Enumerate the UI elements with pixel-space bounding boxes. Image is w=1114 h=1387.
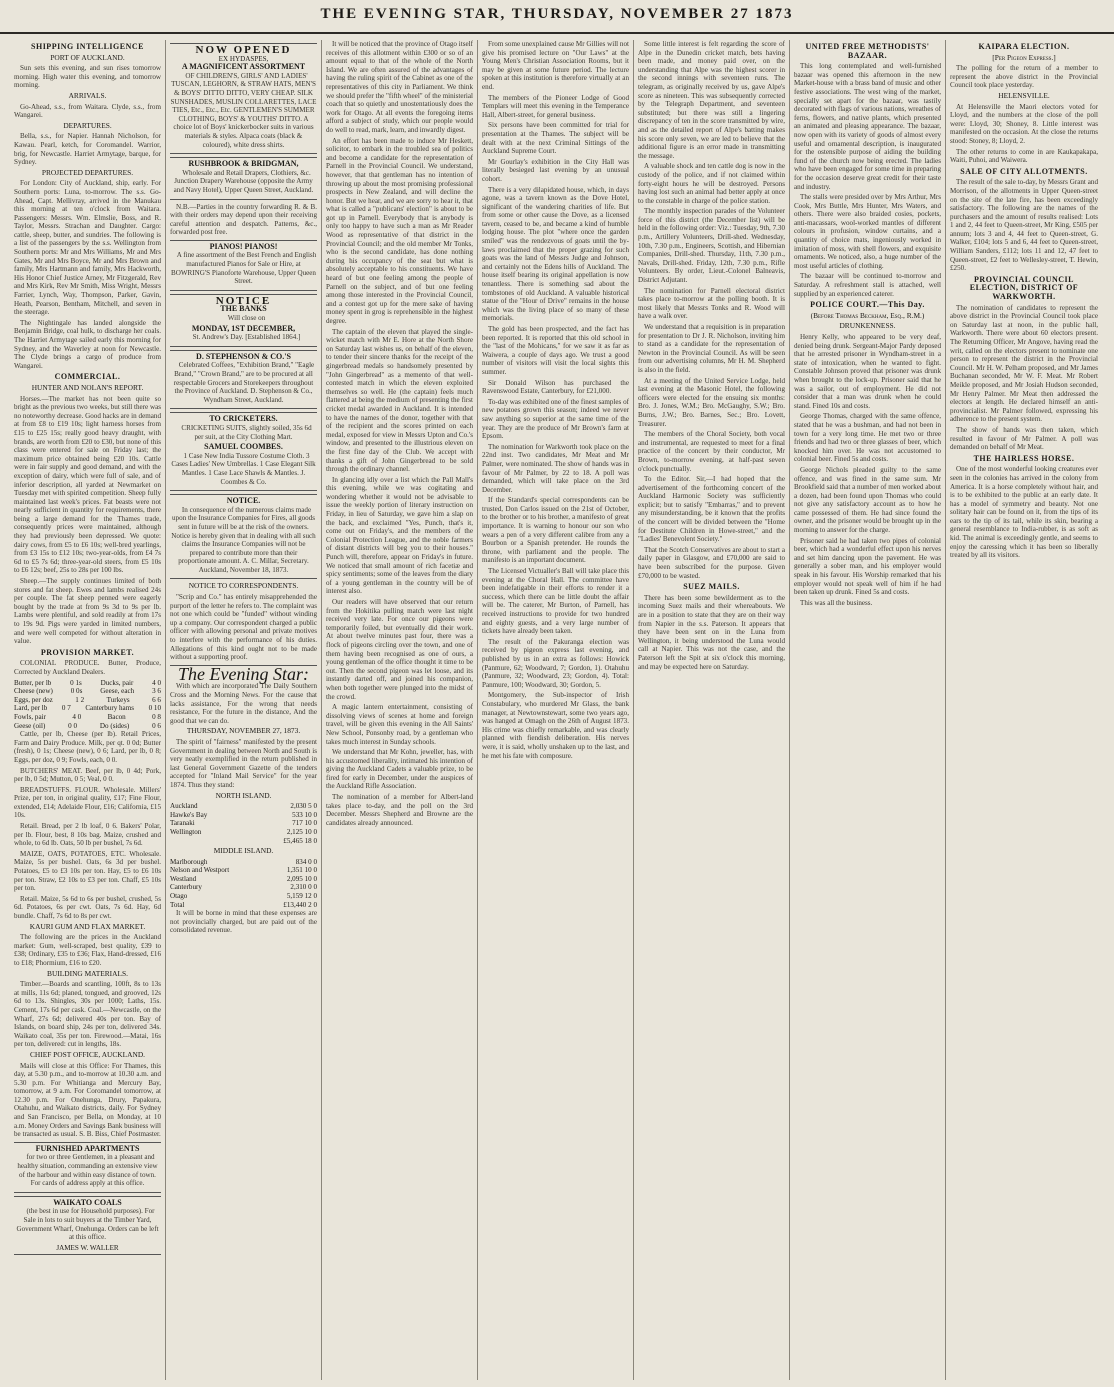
mail-table-row: Westland 2,095 10 0 — [170, 874, 317, 883]
ad-title: FURNISHED APARTMENTS — [35, 1143, 140, 1153]
body-text: The monthly inspection parades of the Volunteer force of this district (the December list) will be held in the following order: Viz.: Tuesday, 9th, 7.30 p.m., Artillery Volunteers, Drill-shed. Wednesday, 10th, 7.30 p.m., Engineers, Scottish, and Hibernian Companies, Drill-shed. Thursday, 11th, 7.30 p.m., Navals, Drill-shed. Friday, 12th, 7.30 p.m., Rifle Volunteers. By order, Lieut.-Colonel Balneavis, District Adjutant. — [638, 207, 785, 285]
arrivals-heading: ARRIVALS. — [68, 90, 107, 100]
dateline: THURSDAY, NOVEMBER 27, 1873. — [186, 726, 301, 736]
ad-subtitle: THE BANKS — [220, 304, 267, 314]
column-4 — [478, 40, 634, 1380]
body-text: Timber.—Boards and scantling, 100ft, 8s to 13s at mills, 11s 6d; planed, tongued, and grooved, 12s 6d to 13s. Shingles, 30s per 1000; Laths, 15s. Cement, 17s 6d per cask. Coal.—Newcastle, on the Wharf, 27s 6d; delivered 40s per ton. Bay of Islands, on board ship, 24s per ton, delivered 34s. Waikato coal, 35s per ton. Firewood.—Matai, 16s per ton, delivered: cut in lengths, 18s. — [14, 980, 161, 1049]
body-text: The nomination for Warkworth took place on the 22nd inst. Two candidates, Mr Meat and Mr Palmer, were nominated. The show of hands was in favour of Mr Palmer, by 22 to 18. A poll was demanded, which will take place on the 3rd December. — [482, 442, 629, 494]
ad-text: St. Andrew's Day. [Established 1864.] — [192, 333, 301, 342]
body-text: Some little interest is felt regarding the score of Alpe in the Dunedin cricket match, bets having been made, and money paid over, on the understanding that Alpe was the highest scorer in the second innings with seventeen runs. The telegram, as originally received by us, gave Alpe's score as nineteen. This was subsequently corrected by the Telegraph Department, and seventeen substituted; but there was still a lingering discrepancy of ten in the score transmitted by wire, and as the detailed report of Alpe's batting makes his score only seven, we are led to believe that the additional figure is an error made in transmitting the message. — [638, 40, 785, 160]
column-6 — [790, 40, 946, 1380]
ad-title: WAIKATO COALS — [53, 1197, 122, 1207]
body-text: Retail. Maize, 5s 6d to 6s per bushel, crushed, 5s 6d. Potatoes, 6s per cwt. Oats, 7s 6d. Hay, 6d bundle. Chaff, 7s 6d to 8s per cwt. — [14, 894, 161, 920]
ad-subtitle: EX HYDASPES, — [218, 54, 269, 63]
ad-signature: JAMES W. WALLER — [56, 1243, 119, 1252]
body-text: It will be borne in mind that these expenses are not provincially charged, but are paid out of the consolidated revenue. — [170, 909, 317, 935]
kauri-gum-heading: KAURI GUM AND FLAX MARKET. — [29, 921, 146, 931]
ad-text: Will close on — [227, 314, 266, 323]
body-text: A valuable shock and ten cattle dog is now in the custody of the police, and if not claimed within forty-eight hours he will be destroyed. Persons having lost such an animal had better apply at once to the constable in charge of the police station. — [638, 162, 785, 205]
shipping-heading: SHIPPING INTELLIGENCE — [31, 42, 144, 51]
body-text: For London: City of Auckland, ship, early. For Southern ports: Luna, to-morrow. The s.s. Go-Ahead, Capt. Mellivray, arrived in the Manukau this morning at ten o'clock from Waitara. Passengers: Messrs. Wm. Elmslie, Boss, and R. Taylor, Messrs. Strachan and Daughter. Cargo: cattle, sheep, butter, and sundries. The following is a list of the passengers by the s.s. Wellington from Southern ports: Mr and Mrs Williams, Mr and Mrs Gates, Mr and Mrs Boyce, Mr and Mrs Brown and family, Mrs Hartmann and family, Mrs Hackworth, His Honor Chief Justice Arney, Mr Fitzgerald, Rev and Mrs Kirk, Rev Mr Smith, Miss Wright, Messrs Farrier, Lynch, Way, Thompson, Parker, Gavin, Heath, Pearson, Bentham, Mitchell, and seven in the steerage. — [14, 179, 161, 317]
ad-title: D. STEPHENSON & CO.'S — [196, 351, 291, 361]
ad-text: 1 Case New India Tussore Costume Cloth. 3 Cases Ladies' New Umbrellas. 1 Case Elegant Silk Mantles. 1 Case Lace Shawls & Mantles. J. Coombes & Co. — [171, 451, 316, 486]
ad-title: NOTICE. — [226, 496, 261, 506]
body-text: Prisoner said he had taken two pipes of colonial beer, which had a wonderful effect upon his nerves and set him dancing upon the pavement. He was generally a sober man, and his employer would speak in his favour. His Worship remarked that his employer would not speak well of him if he had been taken up drunk. Fined 5s and costs. — [794, 536, 941, 597]
body-text: Go-Ahead, s.s., from Waitara. Clyde, s.s., from Wangarei. — [14, 102, 161, 120]
body-text: Mr Gourlay's exhibition in the City Hall was literally besieged last evening by an unusual cohort. — [482, 157, 629, 183]
price-row: Butter, per lb 0 1s Ducks, pair 4 0 — [14, 678, 161, 687]
bazaar-heading: UNITED FREE METHODISTS' BAZAAR. — [805, 42, 930, 60]
body-text: The following are the prices in the Auckland market: Gum, well-scraped, best quality, £39 to £38; Ordinary, £35 to £36; Flax, Hand-dressed, £16 to £18; Phormium, £16 to £20. — [14, 933, 161, 967]
body-text: The nomination of a member for Albert-land takes place to-day, and the poll on the 3rd December. Messrs Shepherd and Browne are the candidates already announced. — [326, 793, 473, 827]
body-text: George Thomas, charged with the same offence, stated that he was a bushman, and had not been in town for a very long time. He met two or three friends and had two or three glasses of beer, which knocked him over. He was not accustomed to colonial beer. Fined 5s and costs. — [794, 412, 941, 464]
body-text: One of the most wonderful looking creatures ever seen in the colonies has arrived in the colony from America. It is a horse completely without hair, and is to be exhibited to the public at an early date. It has a model of symmetry and beauty. Not one solitary hair can be found on it, from the tips of its ears to the tip of its tail, while its skin, bearing a general resemblance to India-rubber, is as soft as kid. The animal is exceedingly gentle, and seems to enjoy the caressing which it has been so liberally treated by all its visitors. — [950, 465, 1098, 560]
masthead-title: THE EVENING STAR, THURSDAY, NOVEMBER 27 1873 — [320, 6, 794, 22]
price-row: Eggs, per doz 1 2 Turkeys 6 6 — [14, 695, 161, 704]
body-text: BUTCHERS' MEAT. Beef, per lb, 0 4d; Pork, per lb, 0 5d; Mutton, 0 5; Veal, 0 0. — [14, 766, 161, 784]
body-text: The nomination for Parnell electoral district takes place to-morrow at the polling booth. It is most likely that Messrs Tonks and R. Wood will have a walk over. — [638, 286, 785, 321]
ad-title: NOTICE — [215, 294, 272, 307]
body-text: N.B.—Parties in the country forwarding R. & B. with their orders may depend upon their receiving careful attention and despatch. Patterns, &c., forwarded post free. — [170, 202, 317, 237]
body-text: Sun sets this evening, and sun rises tomorrow morning. High water this evening, and tomorrow morning. — [14, 64, 161, 90]
ad-text: In consequence of the numerous claims made upon the Insurance Companies for Fires, all goods sent in future will be at the risk of the owners. Notice is hereby given that in dealing with all such claims the Insurance Companies will not be prepared to contribute more than their proportionate amount. A. C. Millar, Secretary. Auckland, November 18, 1873. — [171, 505, 316, 574]
column-2 — [166, 40, 322, 1380]
stephenson-ad — [170, 350, 317, 410]
helensville-heading: HELENSVILLE. — [998, 90, 1050, 100]
body-text: The other returns to come in are Kaukapakapa, Waiti, Puhoi, and Waiwera. — [950, 147, 1098, 165]
body-text: We understand that a requisition is in preparation for presentation to Dr J. R. Nicholson, inviting him to stand as a candidate for the representation of Newton in the Provincial Council. As will be seen from our advertising columns, Mr H. M. Shepherd is also in the field. — [638, 323, 785, 374]
report-heading: HUNTER AND NOLAN'S REPORT. — [31, 382, 144, 392]
projected-departures-heading: PROJECTED DEPARTURES. — [41, 167, 134, 177]
body-text: The polling for the return of a member to represent the above district in the Provincial Council took place yesterday. — [950, 64, 1098, 90]
kaipara-heading: KAIPARA ELECTION. — [978, 42, 1070, 51]
body-text: We understand that Mr Kohn, jeweller, has, with his accustomed liberality, intimated his intention of giving the Auckland Cadets a valuable prize, to be fired for early in December, under the auspices of the Auckland Rifle Association. — [326, 748, 473, 791]
port-heading: PORT OF AUCKLAND. — [50, 52, 125, 62]
departures-heading: DEPARTURES. — [63, 120, 112, 130]
ad-text: Wholesale and Retail Drapers, Clothiers, &c. Junction Drapery Warehouse (opposite the Army and Navy Hotel), Upper Queen Street, Auckland. — [173, 168, 314, 194]
body-text: Mails will close at this Office: For Thames, this day, at 5.30 p.m., and to-morrow at 10.30 a.m. and 5.30 p.m. For Whitianga and Mercury Bay, tomorrow, at 9 a.m. For Coromandel tomorrow, at 12.30 p.m. For Onehunga, Drury, Papakura, Otahuhu, and Waikato districts, daily. For Sydney and San Francisco, per Bella, on Monday, at 10 a.m. Money Orders and Savings Bank business will be transacted as usual. S. B. Biss, Chief Postmaster. — [14, 1061, 161, 1139]
post-office-heading: CHIEF POST OFFICE, AUCKLAND. — [29, 1049, 146, 1059]
ad-text: A fine assortment of the Best French and English manufactured Pianos for Sale or Hire, at BOWRING'S Pianoforte Warehouse, Upper Queen Street. — [171, 251, 317, 286]
body-text: The gold has been prospected, and the fact has been reported. It is reported that this old school in the "last of the Mohicans," for we saw it as far as Waiwera, a couple of days ago. We trust a good number of visitors will visit the local sights this summer. — [482, 325, 629, 376]
mail-table-row: Marlborough 834 0 0 — [170, 857, 317, 866]
furnished-apartments-ad — [14, 1142, 161, 1193]
ad-text: Celebrated Coffees, "Exhibition Brand," "Eagle Brand," "Crown Brand," are to be procured at all respectable Grocers and Storekeepers throughout the Province of Auckland. D. Stephenson & Co., Wyndham Street, Auckland. — [173, 361, 315, 404]
pianos-ad — [170, 240, 317, 291]
body-text: The Licensed Victualler's Ball will take place this evening at the Choral Hall. The committee have been indefatigable in their efforts to render it a success, which there can be little doubt the affair will be. The caterer, Mr Burton, of Parnell, has received instructions to provide for two hundred and eighty guests, and a very large number of tickets have already been taken. — [482, 567, 629, 636]
ad-text: for two or three Gentlemen, in a pleasant and healthy situation, commanding an extensive view of the harbour and within easy distance of town. For cards of address apply at this office. — [17, 1153, 158, 1188]
magistrate-line: (Before Thomas Beckham, Esq., R.M.) — [810, 310, 925, 320]
hairless-horse-heading: THE HAIRLESS HORSE. — [973, 453, 1075, 463]
mail-table-row: Hawke's Bay 533 10 0 — [170, 810, 317, 819]
ad-title: TO CRICKETERS. — [209, 414, 278, 424]
rushbrook-ad — [170, 157, 317, 199]
body-text: The show of hands was then taken, which resulted in favour of Mr Palmer. A poll was demanded on behalf of Mr Meat. — [950, 425, 1098, 452]
body-text: Sheep.—The supply continues limited of both stores and fat sheep. Ewes and lambs realised 24s per couple. The fat sheep penned were eagerly bought by the trade at from 9s 3d to 9s per lb. Lambs were plentiful, and sold readily at from 17s to 19s 9d. Pigs were yarded in limited numbers, and were well competed for without alteration in value. — [14, 577, 161, 646]
ad-text: CRICKETING SUITS, slightly soiled, 35s 6d per suit, at the City Clothing Mart. — [181, 423, 312, 441]
body-text: Sir Donald Wilson has purchased the Ravenswood Estate, Canterbury, for £21,000. — [482, 378, 629, 396]
body-text: Montgomery, the Sub-inspector of Irish Constabulary, who murdered Mr Glass, the bank manager, at Newtownstewart, some two years ago, was hanged at Omagh on the 26th of August 1873. His crime was chiefly remarkable, and was clearly planned with fiendish deliberation. His nerves were, it is said, wholly unshaken up to the last, and he met his fate with composure. — [482, 691, 629, 760]
body-text: That the Scotch Conservatives are about to start a daily paper in Glasgow, and £70,000 are said to have been subscribed for the purpose. Given £70,000 to be wasted. — [638, 545, 785, 580]
mail-table-row: Wellington 2,125 10 0 — [170, 827, 317, 836]
notice-ad — [170, 494, 317, 579]
body-text: Our readers will have observed that our return from the Hokitika pulling match were last night received very late. For once our pigeons were temporarily foiled, but eventually did their work. At about twelve minutes past four, there was a flock of pigeons circling over the town, and one of them having been recognised as one of ours, a young gentleman of the office thought it time to be out. Then the second pigeon was let loose, and its instantly darted off, and joined his companion, when both together were plunged into the midst of the crowd. — [326, 598, 473, 701]
middle-island-heading: MIDDLE ISLAND. — [213, 846, 274, 856]
body-text: The captain of the eleven that played the single-wicket match with Mr E. Hore at the North Shore on Saturday last wishes us, on behalf of the eleven, to tender their sincere thanks for the receipt of the gingerbread medals so handsomely presented by "John Gingerbread" as a memento of that well-contested match in which the eleven exploited themselves so well. He (the captain) feels much flattered at being the medium of presenting the first cricket medal awarded in Auckland. It is intended to have the names of the donor, together with that of the recipient and the scores printed on each medal, exposed for view in Messrs Upton and Co.'s window, and presented to the illustrious eleven on the first fine day of the Club. We accept with thanks a gift of John Gingerbread to be sold through the ordinary channel. — [326, 327, 473, 474]
ad-line: SAMUEL COOMBES. — [204, 442, 283, 452]
paper-nameplate: The Evening Star: — [178, 663, 309, 684]
body-text: Horses.—The market has not been quite so bright as the previous two weeks, but still there was no noteworthy decrease. Good hacks are in demand at from £8 to £19 10s; light harness horses from £15 to £25 15s; really good heavy draught, with brands, are worth from £20 to £30, but none of this class were entered for sale on Friday last; the maximum price obtained being £20 10s. Cattle were in fair supply and good demand, and with the exception of dairy, which were full of sale, and of inferior description, all yarded at Newmarket on Tuesday met with spirited competition. Sheep fully maintained last week's prices. Fat beasts were not nearly sufficient in quantity for requirements, there being a large demand for the Thames trade, consequently prices were maintained, although they had previously been depressed. We quote: dairy cows, from £5 to £6 10s; well-bred yearlings, from £3 15s to £12 10s; two-year-olds, from £4 7s 6d to £5 7s 6d; three-year-old steers, from £5 10s to £6 12s; beef, 25s to 28s per 100 lbs. — [14, 394, 161, 575]
now-opened-ad — [170, 43, 317, 154]
ad-text: (the best in use for Household purposes). For Sale in lots to suit buyers at the Timber Yard, Government Wharf, Onehunga. Orders can be left at this office. — [16, 1207, 159, 1242]
waikato-coals-ad — [14, 1196, 161, 1256]
body-text: The members of the Pioneer Lodge of Good Templars will meet this evening in the Temperance Hall, Albert-street, for general business. — [482, 93, 629, 119]
building-materials-heading: BUILDING MATERIALS. — [47, 968, 128, 978]
commercial-heading: COMMERCIAL. — [54, 372, 121, 382]
body-text: With which are incorporated The Daily Southern Cross and the Morning News. For the cause that lacks assistance, For the wrong that needs resistance, For the future in the distance, And the good that we can do. — [170, 682, 317, 725]
column-5 — [634, 40, 790, 1380]
ad-text: OF CHILDREN'S, GIRLS' AND LADIES' TUSCAN, LEGHORN, & STRAW HATS, MEN'S & BOYS' DITTO DITTO, VERY CHEAP. SILK SUNSHADES, MUSLIN COLLARETTES, LACE TIES, Etc., Etc., Etc. GENTLEMEN'S SUMMER CLOTHING, BOYS' & YOUTHS' DITTO. A choice lot of Boys' knickerbocker suits in various materials & styles. Alpaca coats (black & coloured), white dress shirts. — [170, 71, 317, 149]
body-text: At a meeting of the United Service Lodge, held last evening at the Masonic Hotel, the following officers were elected for the ensuing six months: Bro. J. Jones, W.M.; Bro. McGaughy, S.W.; Bro. Burns, J.W.; Bro. Barnes, Sec.; Bro. Lovett, Treasurer. — [638, 376, 785, 428]
body-text: To the Editor. Sir,—I had hoped that the advertisement of the forthcoming concert of the Auckland Harmonic Society was sufficiently explicit; but to satisfy "Embarras," and to prevent any misunderstanding, be it known that the profits of the concert will be divided between the "Home for Destitute Children in Howe-street," and the "Ladies' Benevolent Society." — [638, 475, 785, 544]
masthead — [0, 6, 1114, 34]
body-text: BREADSTUFFS. FLOUR. Wholesale. Millers' Prize, per ton, in original quality, £17; Fine Flour, extended, £14; Adelaide Flour, £16; California, £15 10s. — [14, 785, 161, 820]
body-text: At Helensville the Maori electors voted for Lloyd, and the numbers at the close of the poll were: Lloyd, 30; Shoney, 8. Little interest was manifested on the occasion. At the close the returns stood: Stoney, 8; Lloyd, 2. — [950, 102, 1098, 145]
body-text: Cattle, per lb, Cheese (per lb). Retail Prices, Farm and Dairy Produce. Milk, per qt. 0 0d; Butter (fresh), 0 1s; Cheese (new), 0 6; Lard, per lb, 0 8; Eggs, per doz, 0 9; Fowls, each, 0 0. — [14, 730, 161, 764]
mail-table-row: Taranaki 717 10 0 — [170, 819, 317, 828]
body-text: The result of the Pakuranga election was received by pigeon express last evening, and published by us in an extra as follows: Howick (Panmure, 62; Woodward, 7; Gordon, 1). Otahuhu (Panmure, 32; Woodward, 23; Gordon, 4). Total: Panmure, 100; Woodward, 30; Gordon, 5. — [482, 637, 629, 689]
ad-line: A MAGNIFICENT ASSORTMENT — [181, 62, 306, 72]
mail-table-row: Nelson and Westport 1,351 10 0 — [170, 866, 317, 875]
price-row: Cheese (new) 0 0s Geese, each 3 6 — [14, 687, 161, 696]
price-row: Lard, per lb 0 7 Canterbury hams 0 10 — [14, 704, 161, 713]
mail-table-total: £5,465 18 0 — [283, 836, 317, 845]
mail-table-row: Otago 5,159 12 0 — [170, 892, 317, 901]
body-text: There is a very dilapidated house, which, in days agone, was a tavern known as the Dove Hotel, significant of the wandering charities of life. But from some or other cause the Dove, as a licensed tavern, ceased to be, and became a kind of humble lodging house. The plot "where once the garden smiled" was the rendezvous of goats until the by-laws proclaimed that the proper grazing for such goats was the land of Messrs Judge and Johnson, and certainly not the Edens hills of Auckland. The house itself bearing its original appellation is now tenantless. There is something sad about the tombstones of old Auckland. A valuable historical statue of the "Hour of Drive" remains in the house which was the living place of so many of these memorials. — [482, 185, 629, 323]
body-text: The members of the Choral Society, both vocal and instrumental, are requested to meet for a final practice of the concert by their conductor, Mr Brown, to-morrow evening, at half-past seven o'clock punctually. — [638, 430, 785, 473]
body-text: This was all the business. — [800, 598, 873, 607]
body-text: "Scrip and Co." has entirely misapprehended the purport of the letter he refers to. The complaint was not one which could be "funded" without winding up a company. Our correspondent charged a public officer with allowing personal and private motives to interfere with the performance of his duties. Allegations of this kind ought not to be made without a supporting proof. — [170, 593, 317, 662]
body-text: The stalls were presided over by Mrs Arthur, Mrs Cook, Mrs Buttle, Mrs Hunter, Mrs Waters, and others. There were also braided cosies, pockets, anti-macassars, wool-worked mantles of different colours in profusion, window curtains, and a quantity of choice mats, ingeniously worked in imitation of moss, with shell flowers, and exquisite ornaments. We noticed, also, a huge number of the most useful articles of clothing. — [794, 193, 941, 270]
column-1 — [10, 40, 166, 1380]
body-text: Henry Kelly, who appeared to be very deaf, denied being drunk. Sergeant-Major Pardy deposed that he arrested prisoner in Wyndham-street in a state of intoxication, when he wanted to fight. Constable Johnson proved that prisoner was drunk when brought to the lock-up. Prisoner said that he was a sailor, out of employment. He did not consider that a man was drunk when he could stand. Fined 10s and costs. — [794, 333, 941, 410]
ad-title: NOW OPENED — [195, 44, 292, 56]
body-text: The spirit of "fairness" manifested by the present Government in dealing between North and South is very neatly exemplified in the return published in last General Government Gazette of the tenders accepted for "Inland Mail Service" for the year 1874. Thus they stand: — [170, 737, 317, 789]
body-text: From some unexplained cause Mr Gillies will not give his promised lecture on "Our Laws" at the Young Men's Christian Association Rooms, but it may be given at some future period. The lecture spoken at this institution is therefore virtually at an end. — [482, 40, 629, 91]
body-text: The nomination of candidates to represent the above district in the Provincial Council took place on Saturday last at noon, in the public hall, Warkworth. There were about 60 electors present. The Returning Officer, Mr Angove, having read the writ, called on the electors present to nominate one person to represent the district in the Provincial Council. Mr H. W. Pelham proposed, and Mr James Buchanan seconded, Mr W. F. Meat. Mr Robert Meikle proposed, and Mr Josiah Hudson seconded, Mr Henry Palmer. Mr Meat then addressed the electors at length. He declared himself an anti-provincialist. Mr Palmer followed, expressing his adherence to the present system. — [950, 303, 1098, 424]
mail-table-row: Auckland 2,030 5 0 — [170, 802, 317, 811]
suez-mails-heading: SUEZ MAILS. — [683, 582, 740, 592]
correspondents-heading: NOTICE TO CORRESPONDENTS. — [188, 581, 299, 591]
body-text: An effort has been made to induce Mr Heskett, solicitor, to embark in the troubled sea of politics and become a candidate for the representation of Parnell in the Provincial Council. We understand, however, that that gentleman has no intention of throwing up about the most promising professional prospects in New Zealand, and will decline the honor. But we hear, and we are sorry to hear it, that what is called a "publicans' election" is about to be got up in Parnell. Everybody that is anybody is only too happy to have such a man as Mr Reader Wood as representative of that district in the Provincial Council; and the old member Mr Tonks, who is the second candidate, has done nothing during his occupancy of the seat but what is absolutely acceptable to his constituents. We have heard of but one feeling among the people of Parnell on the subject, and of but one feeling among those interested in the Provincial Council, and a contest got up for the mere sake of having money spent in grog is reprehensible in the highest degree. — [326, 136, 473, 325]
body-text: There has been some bewilderment as to the incoming Suez mails and their whereabouts. We are in a position to state that they are on their way from Napier in the s.s. Paterson. It appears that they have been sent on in the Luna from Wellington, it being understood the Luna would call at Napier. This was not the case, and the Paterson left the Spit at six o'clock this morning, and may be expected here on Saturday. — [638, 593, 785, 671]
ad-line: MONDAY, 1ST DECEMBER, — [191, 323, 296, 333]
body-text: The Nightingale has landed alongside the Benjamin Bridge, coal hulk, to discharge her coals. The Harriet Armytage sailed early this morning for Sydney, and the Waverley at noon for Newcastle. The Clyde brings a cargo of produce from Wangarei. — [14, 318, 161, 370]
body-text: Retail. Bread, per 2 lb loaf, 0 6. Bakers' Polar, per lb. Flour, best, 8 10s bag. Maize, crushed and whole, to 6d lb. Oats, 50 lb per bushel, 7s 6d. — [14, 822, 161, 848]
mail-table-row: Canterbury 2,310 0 0 — [170, 883, 317, 892]
body-text: The bazaar will be continued to-morrow and Saturday. A refreshment stall is attached, well supplied by an experienced caterer. — [794, 272, 941, 298]
price-row: Fowls, pair 4 0 Bacon 0 8 — [14, 712, 161, 721]
north-island-heading: NORTH ISLAND. — [215, 790, 272, 800]
drunkenness-heading: DRUNKENNESS. — [839, 321, 896, 331]
body-text: A magic lantern entertainment, consisting of dissolving views of scenes at home and foreign travel, will be given this evening in the All Saints' New School, Ponsonby road, by a gentleman who takes much interest in Sunday schools. — [326, 703, 473, 746]
provision-market-heading: PROVISION MARKET. — [40, 647, 135, 657]
warkworth-heading: PROVINCIAL COUNCIL ELECTION, DISTRICT OF WARKWORTH. — [969, 274, 1079, 302]
banks-notice-ad — [170, 294, 317, 347]
body-text: Bella, s.s., for Napier. Hannah Nicholson, for Kawau. Pearl, ketch, for Coromandel. Warrior, brig, for Newcastle. Harriet Armytage, barque, for Sydney. — [14, 132, 161, 167]
body-text: To-day was exhibited one of the finest samples of new potatoes grown this season; indeed we never saw anything so superior at the same time of the year. They are the produce of Mr Brown's farm at Epsom. — [482, 397, 629, 441]
body-text: George Nichols pleaded guilty to the same offence, and was fined in the same sum. Mr Brookfield said that a number of men worked about a dozen, had been found upon Thomas who could not give any satisfactory account as to how he came possessed of them. He had since found the owner, and the prisoner would be brought up in the morning to answer for the charge. — [794, 465, 941, 535]
pigeon-express-line: [Per Pigeon Express.] — [992, 52, 1056, 62]
cricketers-ad — [170, 412, 317, 491]
ad-title: PIANOS! PIANOS! — [209, 241, 278, 251]
body-text: MAIZE, OATS, POTATOES, ETC. Wholesale. Maize, 5s per bushel. Oats, 6s 3d per bushel. Potatoes, £5 to £3 10s per ton. Hay, £5 to £6 10s per ton. Straw, £2 10s to £3 per ton. Chaff, £5 10s per ton. — [14, 849, 161, 893]
column-7 — [946, 40, 1102, 1380]
price-row: Geese (oil) 0 0 Do (sides) 0 6 — [14, 721, 161, 730]
body-text: In glancing idly over a list which the Pall Mall's this evening, while we was cogitating and wondering whether it would not be advisable to issue the weekly portion of literary instruction on Friday, in lieu of Saturday, we gave him a slap on the back, and exclaimed "Yes, Punch, that's it, come out on Friday's, and the members of the Colonial Protection League, and the noble farmers of distant districts will beg you to their houses." Punch will, therefore, appear on Friday's in future. We noticed that small amount of rich facetiæ and spicy sentiments; some of the leaves from the diary of a young gentleman in the country will be of interest also. — [326, 475, 473, 596]
city-allotments-heading: SALE OF CITY ALLOTMENTS. — [960, 166, 1088, 176]
body-text: If the Standard's special correspondents can be trusted, Don Carlos issued on the 21st of October, to the brother or to his brother, a manifesto of great importance. It is warning to honour our son who wears a pen of a very different calibre from any a Bourbon or a Spanish pretender. He rounds the throne, with parliament and the people. The manifesto is an important document. — [482, 496, 629, 565]
newspaper-page — [10, 40, 1104, 1380]
mail-table-total: Total £13,440 2 0 — [170, 900, 317, 909]
column-3 — [322, 40, 478, 1380]
body-text: This long contemplated and well-furnished bazaar was opened this afternoon in the new Market-house with a brass band of music and other festive associations. The west wing of the market, specially set apart for the bazaar, was tastily decorated with flags of various nations, wreathes of ferns, flowers, and native plants, which presented an animated and pleasing appearance. The bazaar, now open with its variety of goods of almost every useful and ornamental description, is inaugurated for the ostensible purpose of aiding the building fund of the church now being erected. The ladies who have been engaged for some time in preparing for the occasion deserve great credit for their taste and industry. — [794, 62, 941, 191]
police-court-heading: POLICE COURT.—This Day. — [810, 300, 925, 310]
ad-title: RUSHBROOK & BRIDGMAN, — [188, 159, 299, 169]
body-text: It will be noticed that the province of Otago itself receives of this allotment within £300 or so of an amount equal to that of the whole of the North Island. We are often assured of the advantages of having the ruling spirit of the Cabinet as one of the representatives of this city in Parliament. We think we should prefer the "fifth wheel" of the ministerial coach that so quietly and unostentatiously does the work for Otago. At all events the foregoing items afford a subject of study, which our people would do well to read, mark, learn, and inwardly digest. — [326, 40, 473, 134]
body-text: The result of the sale to-day, by Messrs Grant and Morrison, of the allotments in Upper Queen-street on the site of the late fire, has been exceedingly satisfactory. The following are the names of the purchasers and the amount of results realised: Lots 1 and 2, 44 feet to Queen-street, Mr King, £505 per annum; lots 3 and 4, 44 feet to Queen-street, G. Walker, £104; lots 5 and 6, 44 feet to Queen-street, William Sanders, £112; lots 11 and 12, 47 feet to Queen-street, £2 feet to Wellesley-street, T. Hewin, £250. — [950, 178, 1098, 273]
body-text: Six persons have been committed for trial for presentation at the Thames. The subject will be dealt with at the next Criminal Sittings of the Auckland Supreme Court. — [482, 121, 629, 156]
body-text: COLONIAL PRODUCE. Butter, Produce, Corrected by Auckland Dealers. — [14, 659, 161, 676]
